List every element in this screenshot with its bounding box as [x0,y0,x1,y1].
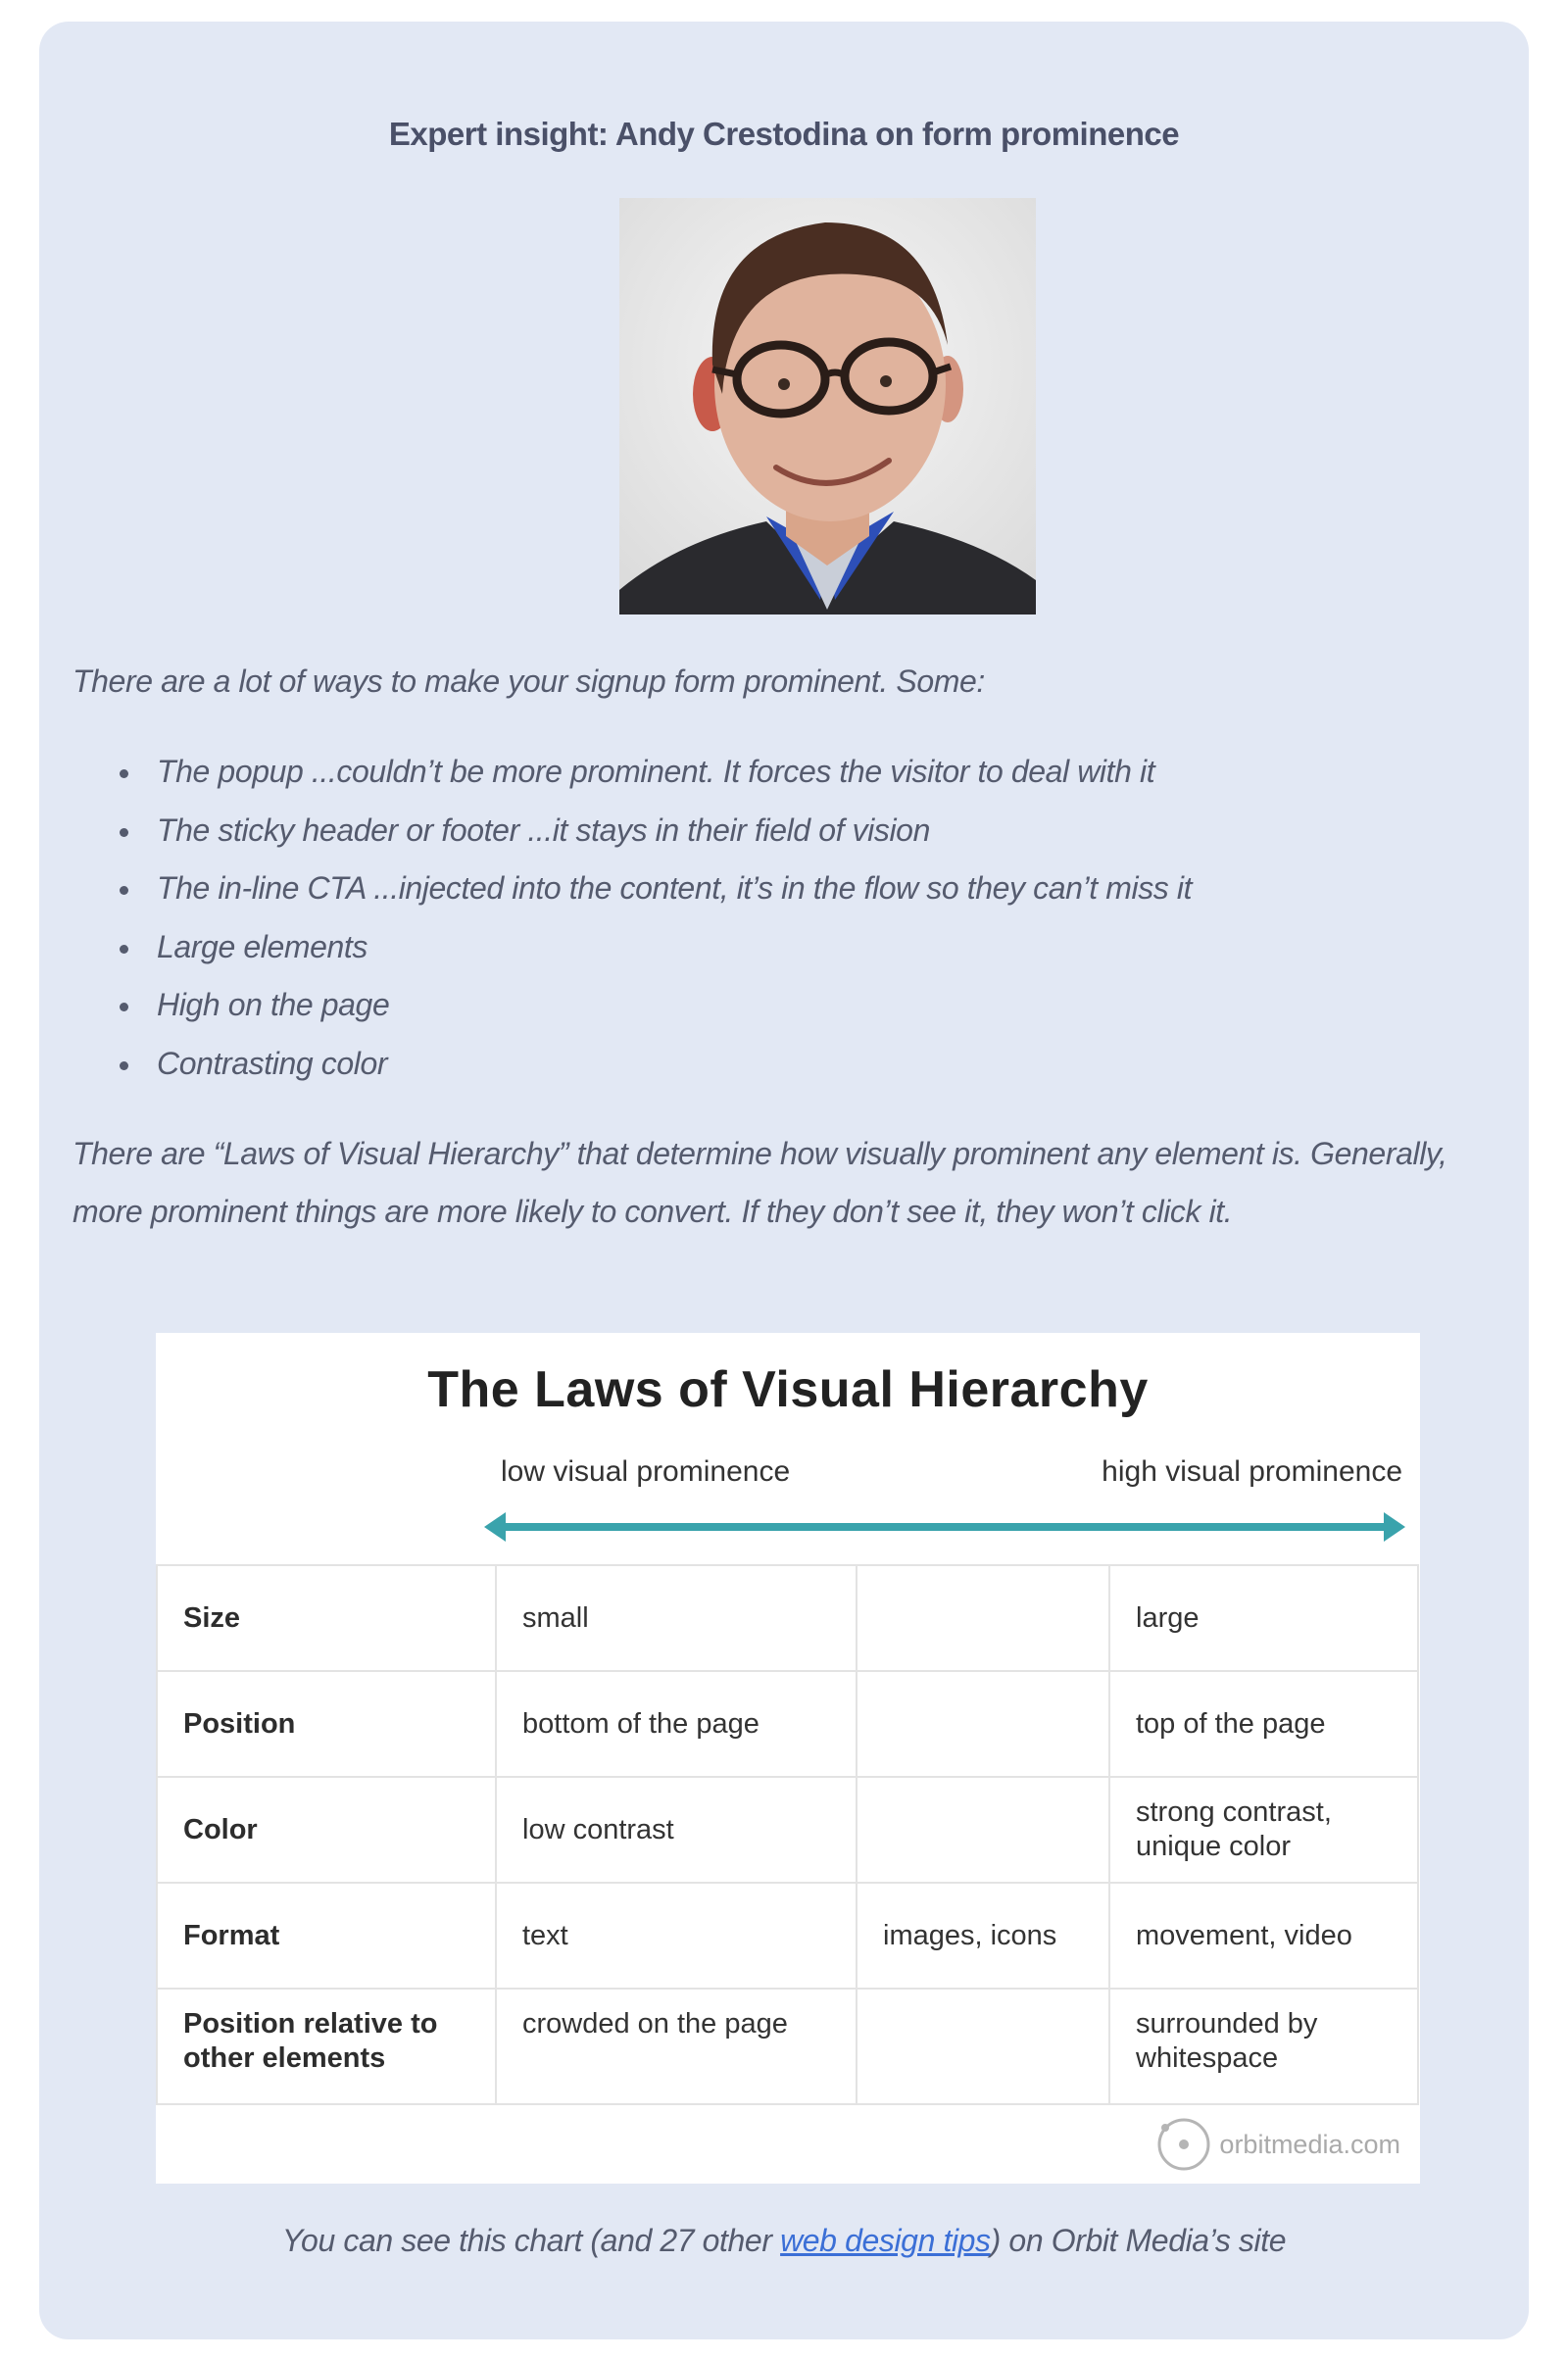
cell-low: bottom of the page [496,1671,857,1777]
cell-low: text [496,1883,857,1989]
chart-caption [0,2223,1568,2259]
table-row [157,1777,1418,1883]
list-item: Large elements [73,918,1192,977]
row-label: Position [157,1671,496,1777]
orbitmedia-watermark [1156,2117,1400,2172]
card-heading: Expert insight: Andy Crestodina on form prominence [388,116,1180,152]
table-row [157,1883,1418,1989]
list-item: Contrasting color [73,1035,1192,1094]
scale-low-label: low visual prominence [501,1455,791,1488]
cell-mid [857,1671,1109,1777]
list-item: The in-line CTA ...injected into the content, it’s in the flow so they can’t miss it [73,860,1192,918]
cell-high: surrounded by whitespace [1109,1989,1418,2104]
portrait-photo [619,198,1036,615]
list-item: The sticky header or footer ...it stays in their field of vision [73,802,1192,860]
cell-mid: images, icons [857,1883,1109,1989]
table-row [157,1671,1418,1777]
cell-high: top of the page [1109,1671,1418,1777]
portrait-image-icon [619,198,1036,615]
row-label: Size [157,1565,496,1671]
cell-mid [857,1989,1109,2104]
web-design-tips-link[interactable]: web design tips [780,2223,991,2258]
list-item: High on the page [73,976,1192,1035]
cell-low: small [496,1565,857,1671]
list-item: The popup ...couldn’t be more prominent. It forces the visitor to deal with it [73,743,1192,802]
prominence-list [73,743,1192,1093]
caption-text-before: You can see this chart (and 27 other [281,2223,781,2258]
row-label: Format [157,1883,496,1989]
double-arrow-icon [484,1512,1405,1542]
watermark-text: orbitmedia.com [1219,2129,1400,2159]
row-label: Position relative to other elements [157,1989,496,2104]
cell-high: strong contrast, unique color [1109,1777,1418,1883]
cell-mid [857,1777,1109,1883]
laws-paragraph: There are “Laws of Visual Hierarchy” that determine how visually prominent any element is. Generally, more prominent things are more likely to convert. If they don’t see it, they won’t click it. [73,1136,1447,1229]
intro-paragraph: There are a lot of ways to make your signup form prominent. Some: [73,664,985,699]
cell-mid [857,1565,1109,1671]
hierarchy-table [156,1564,1419,2105]
visual-hierarchy-chart [156,1333,1420,2184]
cell-low: crowded on the page [496,1989,857,2104]
scale-high-label: high visual prominence [1102,1455,1402,1488]
caption-text-after: ) on Orbit Media’s site [990,2223,1287,2258]
table-row [157,1565,1418,1671]
table-row [157,1989,1418,2104]
row-label: Color [157,1777,496,1883]
cell-high: movement, video [1109,1883,1418,1989]
cell-low: low contrast [496,1777,857,1883]
cell-high: large [1109,1565,1418,1671]
orbit-logo-icon [1156,2117,1211,2172]
chart-title: The Laws of Visual Hierarchy [427,1361,1149,1418]
